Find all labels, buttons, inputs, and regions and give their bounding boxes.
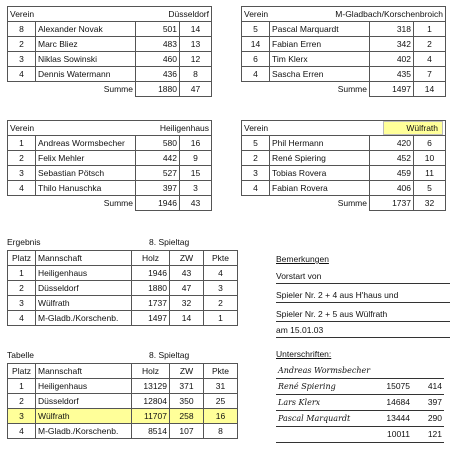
unterschriften-title: Unterschriften: [276, 349, 332, 359]
column-header: Mannschaft [36, 364, 132, 379]
signature: René Spiering [276, 379, 376, 395]
column-header: Holz [132, 251, 170, 266]
bemerkung-line-3: Spieler Nr. 2 + 5 aus Wülfrath [276, 307, 450, 322]
zw: 43 [170, 266, 204, 281]
player-row [8, 136, 212, 151]
signature-holz [376, 363, 412, 379]
platz: 4 [8, 311, 36, 326]
mannschaft: Heiligenhaus [36, 379, 132, 394]
player-row [8, 151, 212, 166]
summe-row [242, 196, 446, 211]
player-name: Tobias Rovera [270, 166, 370, 181]
mannschaft: M-Gladb./Korschenb. [36, 311, 132, 326]
pkte: 1 [204, 311, 238, 326]
ergebnis-row [8, 281, 238, 296]
player-number: 5 [242, 136, 270, 151]
zw: 258 [170, 409, 204, 424]
verein-label: Verein [242, 121, 270, 136]
tabelle-spieltag: 8. Spieltag [149, 350, 190, 360]
team-city-highlighted: Wülfrath [383, 121, 443, 135]
team-table-mgladbach [241, 6, 446, 97]
ergebnis-title: Ergebnis [7, 237, 41, 247]
signature [276, 427, 376, 443]
player-zw: 2 [414, 37, 446, 52]
player-row [242, 181, 446, 196]
player-number: 4 [8, 181, 36, 196]
player-name: Sebastian Pötsch [36, 166, 136, 181]
signature: Lars Klerx [276, 395, 376, 411]
mannschaft: Wülfrath [36, 409, 132, 424]
tabelle-title: Tabelle [7, 350, 34, 360]
player-zw: 1 [414, 22, 446, 37]
signature-row [276, 363, 444, 379]
signature-holz: 13444 [376, 411, 412, 427]
bemerkung-line-4: am 15.01.03 [276, 323, 450, 338]
ergebnis-row [8, 296, 238, 311]
team-city: Heiligenhaus [36, 121, 212, 136]
player-holz: 318 [370, 22, 414, 37]
signature: Pascal Marquardt [276, 411, 376, 427]
player-number: 2 [8, 37, 36, 52]
player-holz: 402 [370, 52, 414, 67]
holz: 13129 [132, 379, 170, 394]
column-header: Platz [8, 251, 36, 266]
signature-holz: 10011 [376, 427, 412, 443]
signature-zw: 290 [412, 411, 444, 427]
player-number: 2 [8, 151, 36, 166]
player-holz: 501 [136, 22, 180, 37]
player-holz: 459 [370, 166, 414, 181]
summe-label: Summe [103, 83, 133, 94]
summe-spacer [242, 82, 270, 97]
player-zw: 8 [180, 67, 212, 82]
column-header: Platz [8, 364, 36, 379]
player-zw: 7 [414, 67, 446, 82]
holz: 1737 [132, 296, 170, 311]
verein-label: Verein [8, 121, 36, 136]
zw: 107 [170, 424, 204, 439]
player-zw: 15 [180, 166, 212, 181]
zw: 47 [170, 281, 204, 296]
summe-holz: 1737 [370, 196, 414, 211]
player-zw: 13 [180, 37, 212, 52]
player-row [242, 151, 446, 166]
player-name: Andreas Wormsbecher [36, 136, 136, 151]
player-row [8, 22, 212, 37]
ergebnis-section [7, 236, 238, 326]
platz: 1 [8, 266, 36, 281]
verein-label: Verein [8, 7, 36, 22]
player-number: 1 [8, 136, 36, 151]
player-zw: 16 [180, 136, 212, 151]
signature-row [276, 411, 444, 427]
summe-spacer [8, 82, 36, 97]
player-row [242, 52, 446, 67]
player-name: Thilo Hanuschka [36, 181, 136, 196]
player-row [8, 37, 212, 52]
summe-row [242, 82, 446, 97]
mannschaft: Heiligenhaus [36, 266, 132, 281]
tabelle-table [7, 363, 238, 439]
player-row [8, 67, 212, 82]
player-name: Marc Bliez [36, 37, 136, 52]
player-zw: 9 [180, 151, 212, 166]
signature-zw: 397 [412, 395, 444, 411]
platz: 3 [8, 296, 36, 311]
signature-row [276, 379, 444, 395]
tabelle-header-row [8, 364, 238, 379]
player-holz: 483 [136, 37, 180, 52]
player-row [242, 166, 446, 181]
player-name: René Spiering [270, 151, 370, 166]
summe-spacer [8, 196, 36, 211]
pkte: 8 [204, 424, 238, 439]
player-zw: 11 [414, 166, 446, 181]
column-header: Pkte [204, 364, 238, 379]
pkte: 31 [204, 379, 238, 394]
player-number: 14 [242, 37, 270, 52]
player-name: Dennis Watermann [36, 67, 136, 82]
player-name: Phil Hermann [270, 136, 370, 151]
player-name: Pascal Marquardt [270, 22, 370, 37]
signature-holz: 15075 [376, 379, 412, 395]
summe-holz: 1880 [136, 82, 180, 97]
team-header-row [242, 121, 446, 136]
summe-label: Summe [337, 197, 367, 208]
summe-spacer [242, 196, 270, 211]
signature-row [276, 427, 444, 443]
team-city: M-Gladbach/Korschenbroich [270, 7, 446, 22]
player-name: Alexander Novak [36, 22, 136, 37]
player-row [242, 22, 446, 37]
column-header: Pkte [204, 251, 238, 266]
player-row [8, 52, 212, 67]
signature-zw: 121 [412, 427, 444, 443]
platz: 1 [8, 379, 36, 394]
platz: 3 [8, 409, 36, 424]
player-row [8, 181, 212, 196]
tabelle-row [8, 394, 238, 409]
platz: 2 [8, 281, 36, 296]
player-name: Fabian Erren [270, 37, 370, 52]
player-zw: 12 [180, 52, 212, 67]
summe-row [8, 82, 212, 97]
zw: 14 [170, 311, 204, 326]
player-holz: 436 [136, 67, 180, 82]
signature-holz: 14684 [376, 395, 412, 411]
team-table-heiligenhaus [7, 120, 212, 211]
player-holz: 452 [370, 151, 414, 166]
pkte: 2 [204, 296, 238, 311]
player-number: 3 [8, 52, 36, 67]
player-number: 3 [8, 166, 36, 181]
player-zw: 4 [414, 52, 446, 67]
player-holz: 580 [136, 136, 180, 151]
player-holz: 342 [370, 37, 414, 52]
holz: 1880 [132, 281, 170, 296]
player-name: Fabian Rovera [270, 181, 370, 196]
player-number: 4 [8, 67, 36, 82]
zw: 32 [170, 296, 204, 311]
mannschaft: Düsseldorf [36, 394, 132, 409]
team-header-row [242, 7, 446, 22]
player-holz: 420 [370, 136, 414, 151]
ergebnis-table [7, 250, 238, 326]
column-header: Mannschaft [36, 251, 132, 266]
mannschaft: M-Gladb./Korschenb. [36, 424, 132, 439]
team-table-duesseldorf [7, 6, 212, 97]
signature-zw: 414 [412, 379, 444, 395]
player-number: 6 [242, 52, 270, 67]
player-name: Tim Klerx [270, 52, 370, 67]
signature-zw [412, 363, 444, 379]
player-number: 4 [242, 67, 270, 82]
ergebnis-spieltag: 8. Spieltag [149, 237, 190, 247]
tabelle-row [8, 379, 238, 394]
player-name: Sascha Erren [270, 67, 370, 82]
team-table-wuelfrath [241, 120, 446, 211]
player-name: Niklas Sowinski [36, 52, 136, 67]
tabelle-row [8, 409, 238, 424]
player-zw: 3 [180, 181, 212, 196]
column-header: ZW [170, 364, 204, 379]
platz: 4 [8, 424, 36, 439]
summe-zw: 32 [414, 196, 446, 211]
ergebnis-row [8, 266, 238, 281]
signature-table [276, 363, 444, 443]
verein-label: Verein [242, 7, 270, 22]
team-header-row [8, 7, 212, 22]
player-zw: 5 [414, 181, 446, 196]
player-holz: 460 [136, 52, 180, 67]
summe-zw: 47 [180, 82, 212, 97]
zw: 371 [170, 379, 204, 394]
signature-row [276, 395, 444, 411]
summe-row [8, 196, 212, 211]
signature: Andreas Wormsbecher [276, 363, 376, 379]
player-holz: 435 [370, 67, 414, 82]
column-header: ZW [170, 251, 204, 266]
holz: 11707 [132, 409, 170, 424]
summe-zw: 14 [414, 82, 446, 97]
holz: 8514 [132, 424, 170, 439]
player-row [242, 67, 446, 82]
pkte: 4 [204, 266, 238, 281]
pkte: 25 [204, 394, 238, 409]
mannschaft: Wülfrath [36, 296, 132, 311]
column-header: Holz [132, 364, 170, 379]
player-zw: 14 [180, 22, 212, 37]
player-row [242, 136, 446, 151]
team-city [270, 121, 446, 136]
platz: 2 [8, 394, 36, 409]
player-holz: 442 [136, 151, 180, 166]
player-row [8, 166, 212, 181]
team-header-row [8, 121, 212, 136]
player-holz: 406 [370, 181, 414, 196]
summe-holz: 1497 [370, 82, 414, 97]
player-number: 8 [8, 22, 36, 37]
pkte: 16 [204, 409, 238, 424]
player-holz: 397 [136, 181, 180, 196]
bemerkungen-section [276, 254, 450, 334]
player-holz: 527 [136, 166, 180, 181]
bemerkung-line-1: Vorstart von [276, 269, 450, 284]
bemerkung-line-2: Spieler Nr. 2 + 4 aus H'haus und [276, 288, 450, 303]
player-zw: 6 [414, 136, 446, 151]
player-number: 4 [242, 181, 270, 196]
ergebnis-header-row [8, 251, 238, 266]
pkte: 3 [204, 281, 238, 296]
player-number: 2 [242, 151, 270, 166]
zw: 350 [170, 394, 204, 409]
mannschaft: Düsseldorf [36, 281, 132, 296]
summe-zw: 43 [180, 196, 212, 211]
player-number: 5 [242, 22, 270, 37]
player-zw: 10 [414, 151, 446, 166]
tabelle-row [8, 424, 238, 439]
player-name: Felix Mehler [36, 151, 136, 166]
tabelle-section [7, 349, 238, 439]
summe-label: Summe [337, 83, 367, 94]
holz: 1497 [132, 311, 170, 326]
bemerkungen-title: Bemerkungen [276, 254, 329, 264]
summe-holz: 1946 [136, 196, 180, 211]
summe-label: Summe [103, 197, 133, 208]
team-city: Düsseldorf [36, 7, 212, 22]
player-number: 3 [242, 166, 270, 181]
ergebnis-row [8, 311, 238, 326]
holz: 1946 [132, 266, 170, 281]
holz: 12804 [132, 394, 170, 409]
player-row [242, 37, 446, 52]
